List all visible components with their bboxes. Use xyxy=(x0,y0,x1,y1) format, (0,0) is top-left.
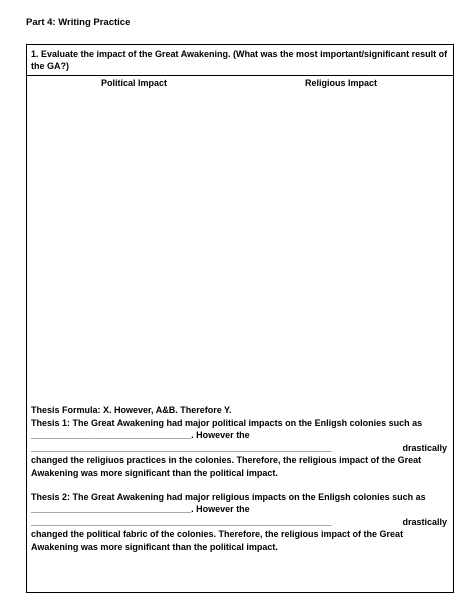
question-text: 1. Evaluate the impact of the Great Awakening. (What was the most important/significant result of the GA?) xyxy=(31,49,448,71)
thesis-2-drastically: drastically xyxy=(402,516,447,527)
thesis-1-line-1: Thesis 1: The Great Awakening had major political impacts on the Enligsh colonies such as xyxy=(31,417,423,428)
thesis-1-line-5: Awakening was more significant than the political impact. xyxy=(31,467,278,478)
thesis-1-line-4: changed the religiuos practices in the colonies. Therefore, the religious impact of the Great xyxy=(31,455,422,466)
question-divider xyxy=(27,75,453,76)
thesis-section xyxy=(31,404,451,554)
religious-impact-heading: Religious Impact xyxy=(305,78,378,88)
thesis-formula: Thesis Formula: X. However, A&B. Therefore Y. xyxy=(31,405,232,415)
thesis-2-line-3 xyxy=(31,516,451,529)
thesis-1-line-3 xyxy=(31,442,451,455)
thesis-2-blank: ____________________________________________________________ xyxy=(31,516,332,527)
thesis-1-drastically: drastically xyxy=(402,442,447,453)
thesis-1-line-2: ________________________________. However the xyxy=(31,430,250,441)
thesis-2-line-5: Awakening was more significant than the political impact. xyxy=(31,541,278,552)
thesis-1 xyxy=(31,417,451,480)
thesis-2 xyxy=(31,491,451,554)
thesis-1-blank: ____________________________________________________________ xyxy=(31,442,332,453)
political-impact-heading: Political Impact xyxy=(101,78,168,88)
worksheet-box xyxy=(26,44,454,593)
thesis-2-line-1: Thesis 2: The Great Awakening had major religious impacts on the Enligsh colonies such as xyxy=(31,491,426,502)
thesis-2-line-4: changed the political fabric of the colonies. Therefore, the religious impact of the Great xyxy=(31,529,404,540)
thesis-2-line-2: ________________________________. However the xyxy=(31,504,250,515)
page-title: Part 4: Writing Practice xyxy=(26,17,131,28)
